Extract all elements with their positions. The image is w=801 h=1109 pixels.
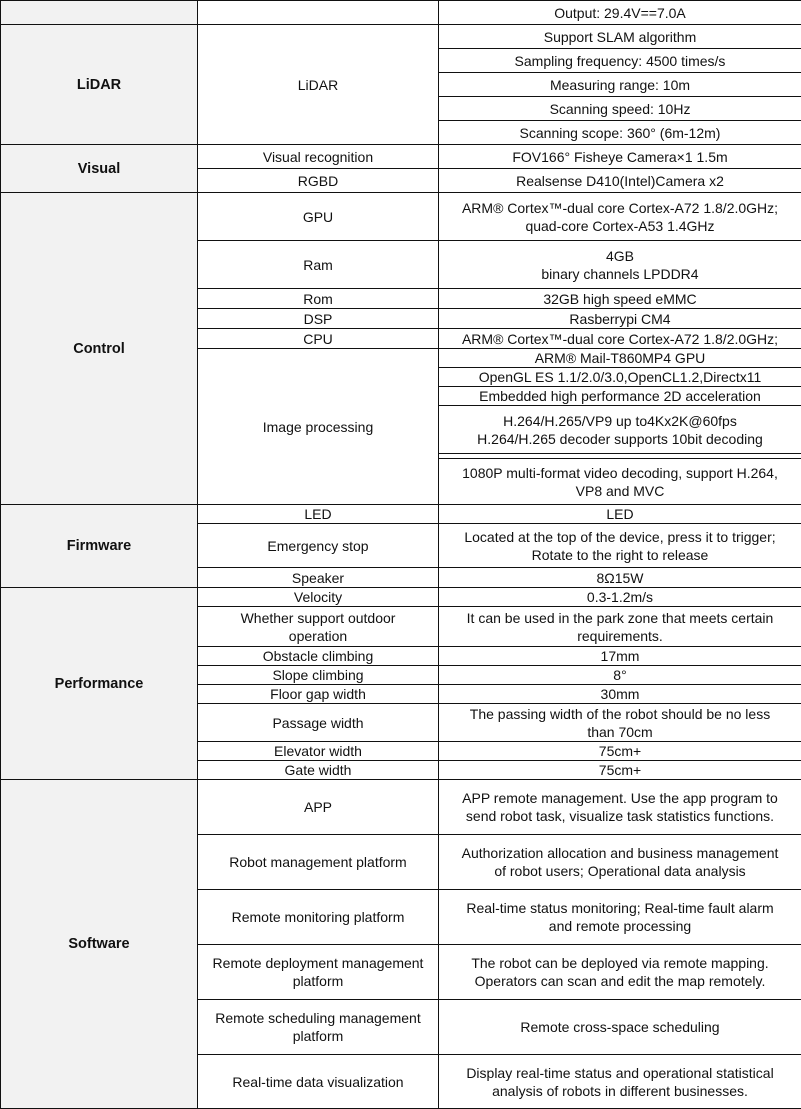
- value-line: The robot can be deployed via remote mapping.: [442, 954, 798, 972]
- value-cell: 8°: [439, 666, 801, 685]
- value-cell: ARM® Mail-T860MP4 GPU: [439, 349, 801, 368]
- item-cell: APP: [198, 780, 439, 835]
- category-software: Software: [1, 780, 198, 1109]
- value-cell: Realsense D410(Intel)Camera x2: [439, 169, 801, 193]
- value-cell: Embedded high performance 2D acceleration: [439, 387, 801, 406]
- item-line: operation: [201, 627, 435, 645]
- value-line: Authorization allocation and business management: [442, 844, 798, 862]
- value-cell: OpenGL ES 1.1/2.0/3.0,OpenCL1.2,Directx11: [439, 368, 801, 387]
- table-row: [1, 1, 801, 25]
- value-cell: [439, 406, 801, 454]
- value-cell: [439, 193, 801, 241]
- value-cell: Support SLAM algorithm: [439, 25, 801, 49]
- item-cell: Obstacle climbing: [198, 647, 439, 666]
- item-cell: LED: [198, 505, 439, 524]
- value-line: H.264/H.265/VP9 up to4Kx2K@60fps: [442, 412, 798, 430]
- item-cell: Remote monitoring platform: [198, 890, 439, 945]
- value-cell: FOV166° Fisheye Camera×1 1.5m: [439, 145, 801, 169]
- table-row: [1, 25, 801, 49]
- value-cell: [439, 890, 801, 945]
- item-cell: Speaker: [198, 568, 439, 588]
- value-line: Located at the top of the device, press it to trigger;: [442, 528, 798, 546]
- value-cell: Sampling frequency: 4500 times/s: [439, 49, 801, 73]
- value-line: It can be used in the park zone that meets certain: [442, 609, 798, 627]
- value-cell: Output: 29.4V==7.0A: [439, 1, 801, 25]
- item-cell: GPU: [198, 193, 439, 241]
- item-cell: Visual recognition: [198, 145, 439, 169]
- value-line: Rotate to the right to release: [442, 546, 798, 564]
- table-row: [1, 505, 801, 524]
- value-line: Display real-time status and operational statistical: [442, 1064, 798, 1082]
- item-cell: RGBD: [198, 169, 439, 193]
- category-cell-empty: [1, 1, 198, 25]
- item-cell: DSP: [198, 309, 439, 329]
- value-cell: 30mm: [439, 685, 801, 704]
- value-cell: [439, 524, 801, 568]
- value-cell: 0.3-1.2m/s: [439, 588, 801, 607]
- item-cell: [198, 1000, 439, 1055]
- value-line: binary channels LPDDR4: [442, 265, 798, 283]
- item-cell: Rom: [198, 289, 439, 309]
- value-cell: [439, 459, 801, 505]
- value-line: of robot users; Operational data analysis: [442, 862, 798, 880]
- value-line: ARM® Cortex™-dual core Cortex-A72 1.8/2.0GHz;: [442, 199, 798, 217]
- item-cell: Passage width: [198, 704, 439, 742]
- value-cell: 17mm: [439, 647, 801, 666]
- category-firmware: Firmware: [1, 505, 198, 588]
- item-cell: Velocity: [198, 588, 439, 607]
- item-line: Remote deployment management: [201, 954, 435, 972]
- value-line: 4GB: [442, 247, 798, 265]
- value-line: send robot task, visualize task statistics functions.: [442, 807, 798, 825]
- item-line: Remote scheduling management: [201, 1009, 435, 1027]
- value-cell: 75cm+: [439, 761, 801, 780]
- value-line: requirements.: [442, 627, 798, 645]
- category-control: Control: [1, 193, 198, 505]
- value-cell: Scanning scope: 360° (6m-12m): [439, 121, 801, 145]
- table-row: [1, 780, 801, 835]
- item-cell: Real-time data visualization: [198, 1055, 439, 1109]
- table-row: [1, 588, 801, 607]
- item-cell: Floor gap width: [198, 685, 439, 704]
- item-cell: Ram: [198, 241, 439, 289]
- value-cell: LED: [439, 505, 801, 524]
- value-line: H.264/H.265 decoder supports 10bit decoding: [442, 430, 798, 448]
- item-lidar: LiDAR: [198, 25, 439, 145]
- value-cell: 75cm+: [439, 742, 801, 761]
- value-line: than 70cm: [442, 723, 798, 741]
- value-cell: Rasberrypi CM4: [439, 309, 801, 329]
- item-cell: Gate width: [198, 761, 439, 780]
- value-cell: [439, 241, 801, 289]
- value-line: 1080P multi-format video decoding, support H.264,: [442, 464, 798, 482]
- item-cell: Robot management platform: [198, 835, 439, 890]
- value-cell: [439, 704, 801, 742]
- value-line: analysis of robots in different businesses.: [442, 1082, 798, 1100]
- item-cell-empty: [198, 1, 439, 25]
- item-cell: CPU: [198, 329, 439, 349]
- value-line: Operators can scan and edit the map remotely.: [442, 972, 798, 990]
- item-cell: [198, 607, 439, 647]
- item-cell: Elevator width: [198, 742, 439, 761]
- value-cell: [439, 1055, 801, 1109]
- value-cell: 32GB high speed eMMC: [439, 289, 801, 309]
- value-cell: [439, 945, 801, 1000]
- item-line: platform: [201, 972, 435, 990]
- value-line: The passing width of the robot should be no less: [442, 705, 798, 723]
- value-cell: [439, 780, 801, 835]
- item-cell: Emergency stop: [198, 524, 439, 568]
- item-line: Whether support outdoor: [201, 609, 435, 627]
- value-cell: [439, 835, 801, 890]
- value-line: quad-core Cortex-A53 1.4GHz: [442, 217, 798, 235]
- table-row: [1, 193, 801, 241]
- value-line: and remote processing: [442, 917, 798, 935]
- value-cell: Scanning speed: 10Hz: [439, 97, 801, 121]
- table-row: [1, 145, 801, 169]
- item-cell: [198, 945, 439, 1000]
- category-lidar: LiDAR: [1, 25, 198, 145]
- category-performance: Performance: [1, 588, 198, 780]
- value-cell: Remote cross-space scheduling: [439, 1000, 801, 1055]
- value-line: APP remote management. Use the app program to: [442, 789, 798, 807]
- value-cell: ARM® Cortex™-dual core Cortex-A72 1.8/2.0GHz;: [439, 329, 801, 349]
- item-cell: Slope climbing: [198, 666, 439, 685]
- item-line: platform: [201, 1027, 435, 1045]
- category-visual: Visual: [1, 145, 198, 193]
- value-cell: 8Ω15W: [439, 568, 801, 588]
- item-image-processing: Image processing: [198, 349, 439, 505]
- value-cell: Measuring range: 10m: [439, 73, 801, 97]
- value-line: VP8 and MVC: [442, 482, 798, 500]
- value-line: Real-time status monitoring; Real-time fault alarm: [442, 899, 798, 917]
- value-cell: [439, 607, 801, 647]
